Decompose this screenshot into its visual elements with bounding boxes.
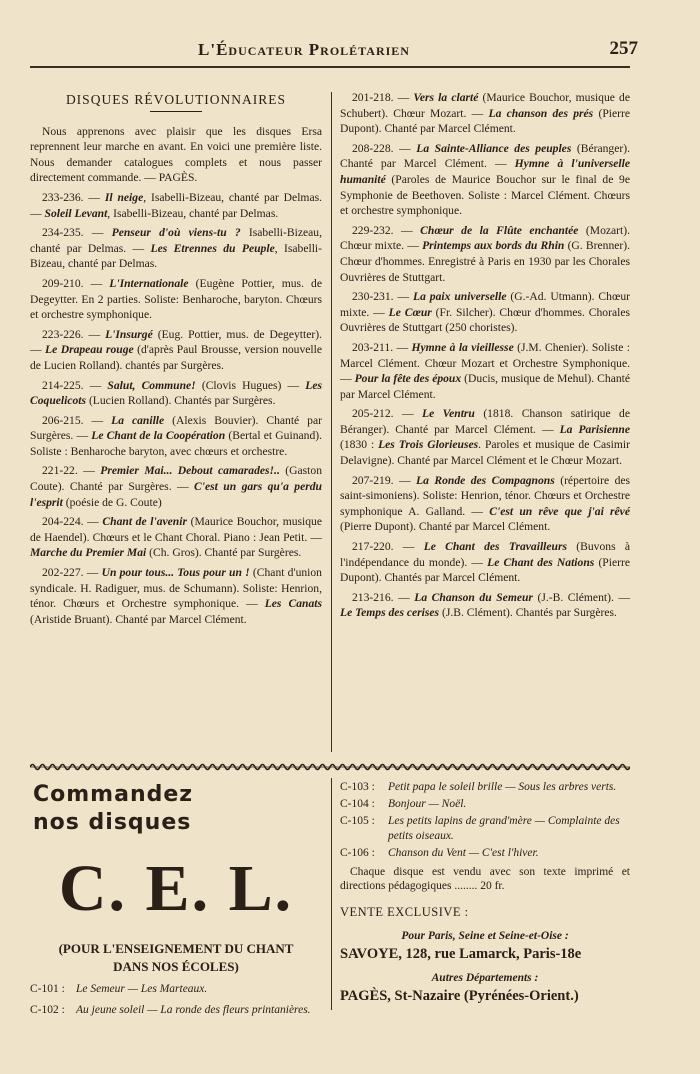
ad-column-divider <box>331 778 332 1010</box>
disc-entry <box>340 90 630 137</box>
disc-entry <box>340 539 630 586</box>
song-title: La Chanson du Semeur <box>414 590 533 604</box>
song-title: La canille <box>111 413 165 427</box>
entry-text: (répertoire des saint-simoniens). Soliste: Henrion, ténor. Chœurs et Orchestre symphonique A. Galland. — <box>340 473 631 518</box>
song-title: Soleil Levant <box>44 206 108 220</box>
song-title: Pour la fête des époux <box>354 372 462 386</box>
advertisement-left <box>30 778 322 1018</box>
disc-entry <box>30 378 322 409</box>
entry-text: (Bertal et Guinand). Soliste : Benharoche baryton, avec chœurs et orchestre. <box>30 429 322 458</box>
disc-title: Au jeune soleil — La ronde des fleurs printanières. <box>76 1004 311 1016</box>
entry-text: . Paroles et musique de Casimir Delavigne). Chanté par Marcel Clément et le Chœur Mozart. <box>340 438 630 468</box>
entry-text: , Isabelli-Bizeau, chanté par Delmas. <box>107 206 279 220</box>
ad-brand: C. E. L. <box>58 852 294 925</box>
departments-label: Autres Départements : <box>431 972 539 984</box>
ad-heading-line-1: Commandez <box>33 782 194 807</box>
disc-entry <box>340 289 630 336</box>
disc-code: C-104 : <box>340 798 375 810</box>
song-title: Le Chant de la Coopération <box>91 429 226 443</box>
entry-text: (poésie de G. Coute) <box>62 495 162 509</box>
disc-entry <box>30 413 322 460</box>
section-title-rule <box>150 111 202 112</box>
song-title: Un pour tous... Tous pour un ! <box>101 566 250 580</box>
song-title: Les Coquelicots <box>30 378 322 408</box>
entry-text: (Lucien Rolland). Chantés par Surgères. <box>86 394 276 408</box>
disc-title: Petit papa le soleil brille — Sous les arbres verts. <box>388 781 617 793</box>
entry-text: 234-235. — <box>42 226 112 240</box>
column-divider <box>331 92 332 752</box>
song-title: Hymne à la vieillesse <box>411 340 514 354</box>
disc-entry <box>340 406 630 468</box>
header-rule <box>30 66 630 68</box>
entry-text: (Pierre Dupont). Chanté par Marcel Clément. <box>340 106 631 136</box>
disc-code: C-106 : <box>340 847 375 859</box>
vente-heading: VENTE EXCLUSIVE : <box>340 905 469 919</box>
entry-text: (Alexis Bouvier). Chanté par Surgères. — <box>30 413 322 443</box>
journal-title: L'Éducateur Prolétarien <box>198 40 410 59</box>
entry-text: (Mozart). Chœur mixte. — <box>340 223 630 253</box>
paris-address: SAVOYE, 128, rue Lamarck, Paris-18e <box>340 946 582 962</box>
paris-label: Pour Paris, Seine et Seine-et-Oise : <box>401 930 569 942</box>
entry-text: (J.M. Chenier). Soliste : Marcel Clément. Chœur Mozart et Orchestre Symphonique. — <box>340 340 630 386</box>
song-title: Les Trois Glorieuses <box>378 438 479 452</box>
right-column <box>340 90 630 625</box>
disc-entry <box>30 190 322 221</box>
entry-text: (Pierre Dupont). Chantés par Marcel Clément. <box>340 555 630 585</box>
disc-title: Bonjour — Noël. <box>388 798 467 810</box>
song-title: Penseur d'où viens-tu ? <box>111 226 241 240</box>
entry-text: (J.B. Clément). Chantés par Surgères. <box>439 606 617 620</box>
entry-text: (Ch. Gros). Chanté par Surgères. <box>146 546 302 560</box>
song-title: Chœur de la Flûte enchantée <box>420 223 579 237</box>
song-title: La chanson des prés <box>488 106 594 120</box>
entry-text: 209-210. — <box>42 276 110 290</box>
entry-text: 223-226. — <box>42 327 106 341</box>
disc-title: Le Semeur — Les Marteaux. <box>76 983 208 995</box>
entry-text: (Paroles de Maurice Bouchor sur le final de 9e Symphonie de Beethoven. Soliste : Marcel Clément. Chœurs et orchestre symphonique. <box>340 172 630 218</box>
disc-entry <box>30 463 322 510</box>
departments-address: PAGÈS, St-Nazaire (Pyrénées-Orient.) <box>340 988 579 1004</box>
song-title: Le Chant des Nations <box>487 555 595 569</box>
ad-subtitle-line-1: (POUR L'ENSEIGNEMENT DU CHANT <box>58 941 294 956</box>
song-title: Marche du Premier Mai <box>30 546 147 560</box>
entry-text: Isabelli-Bizeau, chanté par Delmas. — <box>30 226 322 255</box>
song-title: Vers la clarté <box>413 91 479 104</box>
wavy-divider <box>30 762 630 772</box>
ad-heading-line-2: nos disques <box>33 810 192 835</box>
entry-text: 230-231. — <box>352 290 413 304</box>
entry-text: 202-227. — <box>42 566 102 580</box>
song-title: Le Chant des Travailleurs <box>423 540 568 554</box>
disc-code: C-102 : <box>30 1004 65 1016</box>
song-title: Les Etrennes du Peuple <box>150 241 275 255</box>
disc-item <box>340 846 630 861</box>
song-title: Le Temps des cerises <box>340 606 440 620</box>
entry-text: 213-216. — <box>352 590 415 604</box>
song-title: Le Ventru <box>422 407 475 421</box>
entry-text: 217-220. — <box>352 540 424 554</box>
entry-text: (G. Brenner). Chœur d'hommes. Enregistré à Paris en 1930 par les Chorales Ouvrières de Stuttgart. <box>340 239 631 284</box>
advertisement-right <box>340 778 630 1003</box>
disc-item <box>30 1003 322 1018</box>
song-title: La Parisienne <box>559 422 631 436</box>
disc-code: C-103 : <box>340 781 375 793</box>
page-header <box>30 38 638 66</box>
entry-text: (Clovis Hugues) — <box>195 378 306 392</box>
entry-text: (1830 : <box>340 438 379 452</box>
song-title: C'est un gars qu'a perdu l'esprit <box>30 480 322 509</box>
disc-entry <box>30 565 322 627</box>
ad-subtitle-line-2: DANS NOS ÉCOLES) <box>113 959 239 974</box>
disc-entry <box>340 590 630 621</box>
entry-text: 205-212. — <box>352 407 422 421</box>
entry-text: (Maurice Bouchor, musique de Haendel). Chœurs et le Chant Choral. Piano : Jean Petit. — <box>30 515 322 544</box>
entry-text: (Eug. Pottier, mus. de Degeytter). — <box>30 327 322 357</box>
disc-entry <box>30 514 322 561</box>
entry-text: (Buvons à l'indépendance du monde). — <box>340 540 630 569</box>
song-title: Le Drapeau rouge <box>45 343 134 357</box>
entry-text: 214-225. — <box>42 378 108 392</box>
entry-text: (Eugène Pottier, mus. de Degeytter. En 2 parties. Soliste: Benharoche, baryton. Chœurs et orchestre symphonique. <box>30 276 322 322</box>
disc-entry <box>340 473 630 535</box>
entry-text: 229-232. — <box>352 223 421 237</box>
entry-text: 203-211. — <box>352 340 412 354</box>
disc-entry <box>30 276 322 323</box>
entry-text: (Gaston Coute). Chanté par Surgères. — <box>30 464 322 494</box>
entry-text: , Isabelli-Bizeau, chanté par Delmas. — <box>30 190 323 220</box>
entry-text: 207-219. — <box>352 473 417 487</box>
entry-text: (Aristide Bruant). Chanté par Marcel Clément. <box>30 612 247 626</box>
song-title: Chant de l'avenir <box>102 515 187 529</box>
song-title: Le Cœur <box>388 305 432 319</box>
entry-text: (Ducis, musique de Mehul). Chanté par Marcel Clément. <box>340 372 630 401</box>
disc-title: Chanson du Vent — C'est l'hiver. <box>388 847 539 859</box>
song-title: Printemps aux bords du Rhin <box>422 239 565 253</box>
entry-text: 206-215. — <box>42 413 112 427</box>
entry-text: 233-236. — <box>42 190 105 204</box>
disc-item <box>340 780 630 795</box>
song-title: Les Canats <box>264 597 322 611</box>
song-title: La paix universelle <box>412 290 507 304</box>
entry-text: 204-224. — <box>42 515 103 529</box>
song-title: Premier Mai... Debout camarades!.. <box>100 464 280 478</box>
disc-entry <box>30 327 322 374</box>
disc-code: C-105 : <box>340 815 375 827</box>
song-title: L'Internationale <box>109 276 189 290</box>
disc-item <box>340 797 630 812</box>
disc-entry <box>340 223 630 285</box>
entry-text: (Chant d'union syndicale. H. Radiguer, mus. de Schumann). Soliste: Henrion, ténor. Chœurs et Orchestre symphonique. — <box>30 566 322 611</box>
entry-text: (Pierre Dupont). Chanté par Marcel Clément. <box>340 520 551 534</box>
entry-text: 208-228. — <box>352 141 417 155</box>
section-title: DISQUES RÉVOLUTIONNAIRES <box>65 92 287 107</box>
disc-item <box>340 814 630 844</box>
entry-text: (1818. Chanson satirique de Béranger). Chanté par Marcel Clément. — <box>340 407 630 436</box>
disc-title: Les petits lapins de grand'mère — Complainte des petits oiseaux. <box>388 815 620 842</box>
entry-text: (Fr. Silcher). Chœur d'hommes. Chorales Ouvrières de Stuttgart (250 choristes). <box>340 305 630 335</box>
disc-code: C-101 : <box>30 983 65 995</box>
left-column <box>30 90 322 631</box>
entry-text: (Maurice Bouchor, musique de Schubert). Chœur Mozart. — <box>340 91 630 120</box>
section-intro: Nous apprenons avec plaisir que les disques Ersa reprennent leur marche en avant. En voici une première liste. Nous demander catalogues complets et nous passer directement commande. — PAGÈS. <box>30 124 322 185</box>
song-title: La Sainte-Alliance des peuples <box>416 141 572 155</box>
entry-text: (G.-Ad. Utmann). Chœur mixte. — <box>340 290 630 319</box>
entry-text: 201-218. — <box>352 91 414 104</box>
song-title: C'est un rêve que j'ai rêvé <box>489 504 630 518</box>
price-note: Chaque disque est vendu avec son texte imprimé et directions pédagogiques ........ 20 fr. <box>340 866 630 892</box>
disc-entry <box>340 340 630 402</box>
song-title: Salut, Commune! <box>107 378 196 392</box>
entry-text: (J.-B. Clément). — <box>532 590 630 604</box>
song-title: L'Insurgé <box>105 327 153 341</box>
entry-text: (d'après Paul Brousse, version nouvelle de Lucien Rolland). chantés par Surgères. <box>30 343 322 372</box>
entry-text: 221-22. — <box>42 464 101 478</box>
song-title: Hymne à l'universelle humanité <box>340 157 630 186</box>
disc-item <box>30 982 322 997</box>
song-title: Il neige <box>104 190 144 204</box>
page-number: 257 <box>609 38 638 59</box>
entry-text: (Béranger). Chanté par Marcel Clément. — <box>340 141 630 171</box>
disc-entry <box>340 141 630 219</box>
song-title: La Ronde des Compagnons <box>416 473 555 487</box>
disc-entry <box>30 225 322 272</box>
entry-text: , Isabelli-Bizeau, chanté par Delmas. <box>30 241 322 271</box>
